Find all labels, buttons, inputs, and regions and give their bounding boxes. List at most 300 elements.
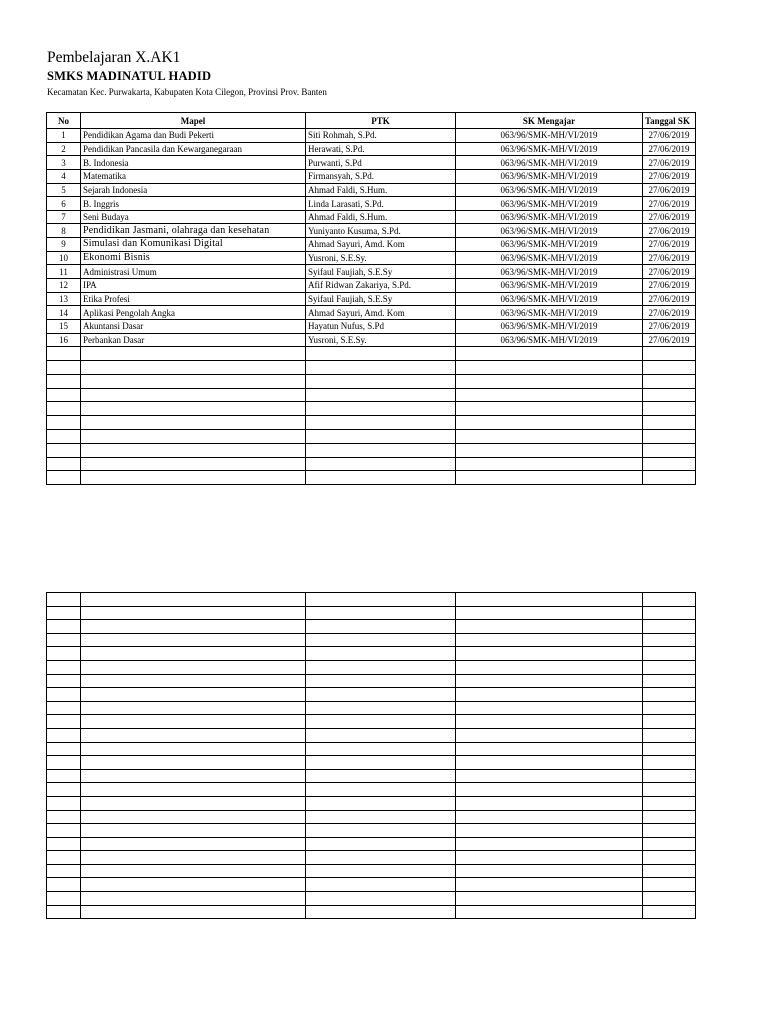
empty-cell	[456, 660, 643, 674]
empty-cell	[306, 905, 456, 919]
cell-no: 8	[47, 224, 81, 238]
empty-cell	[456, 837, 643, 851]
empty-cell	[306, 878, 456, 892]
cell-sk: 063/96/SMK-MH/VI/2019	[456, 183, 643, 197]
empty-cell	[456, 728, 643, 742]
table-row	[47, 251, 696, 265]
empty-cell	[643, 851, 696, 865]
empty-cell	[643, 783, 696, 797]
cell-ptk: Siti Rohmah, S.Pd.	[306, 129, 456, 143]
empty-cell	[81, 851, 306, 865]
empty-cell	[306, 783, 456, 797]
empty-cell	[456, 824, 643, 838]
empty-cell	[81, 796, 306, 810]
cell-no: 6	[47, 197, 81, 211]
empty-cell	[643, 810, 696, 824]
empty-row	[47, 443, 696, 457]
cell-mapel: Ekonomi Bisnis	[81, 251, 306, 265]
cell-tanggal: 27/06/2019	[643, 129, 696, 143]
empty-cell	[643, 837, 696, 851]
empty-cell	[643, 633, 696, 647]
empty-cell	[47, 756, 81, 770]
cell-ptk: Herawati, S.Pd.	[306, 142, 456, 156]
empty-cell	[643, 892, 696, 906]
cell-sk: 063/96/SMK-MH/VI/2019	[456, 265, 643, 279]
cell-no: 14	[47, 306, 81, 320]
empty-cell	[47, 892, 81, 906]
empty-cell	[47, 647, 81, 661]
empty-cell	[47, 593, 81, 607]
cell-tanggal: 27/06/2019	[643, 197, 696, 211]
empty-cell	[456, 892, 643, 906]
cell-mapel: Etika Profesi	[81, 292, 306, 306]
empty-row	[47, 688, 696, 702]
empty-row	[47, 457, 696, 471]
table-row	[47, 279, 696, 293]
empty-cell	[81, 606, 306, 620]
cell-sk: 063/96/SMK-MH/VI/2019	[456, 279, 643, 293]
col-header-mapel: Mapel	[81, 113, 306, 129]
empty-row	[47, 851, 696, 865]
empty-cell	[81, 783, 306, 797]
empty-cell	[306, 388, 456, 402]
empty-cell	[47, 633, 81, 647]
empty-cell	[306, 728, 456, 742]
table-row	[47, 169, 696, 183]
empty-cell	[456, 756, 643, 770]
empty-cell	[306, 620, 456, 634]
cell-tanggal: 27/06/2019	[643, 183, 696, 197]
empty-cell	[81, 715, 306, 729]
empty-cell	[81, 443, 306, 457]
empty-cell	[47, 851, 81, 865]
empty-row	[47, 715, 696, 729]
empty-cell	[47, 416, 81, 430]
empty-cell	[643, 361, 696, 375]
empty-cell	[456, 701, 643, 715]
empty-cell	[81, 361, 306, 375]
cell-ptk: Yuniyanto Kusuma, S.Pd.	[306, 224, 456, 238]
empty-cell	[81, 633, 306, 647]
empty-row	[47, 593, 696, 607]
empty-row	[47, 769, 696, 783]
empty-cell	[456, 742, 643, 756]
empty-cell	[306, 457, 456, 471]
empty-cell	[81, 688, 306, 702]
empty-cell	[456, 688, 643, 702]
empty-cell	[81, 878, 306, 892]
table-row	[47, 142, 696, 156]
col-header-tanggal: Tanggal SK	[643, 113, 696, 129]
col-header-no: No	[47, 113, 81, 129]
empty-cell	[47, 769, 81, 783]
empty-row	[47, 647, 696, 661]
empty-cell	[456, 593, 643, 607]
cell-mapel: Administrasi Umum	[81, 265, 306, 279]
cell-ptk: Yusroni, S.E.Sy.	[306, 333, 456, 347]
empty-row	[47, 402, 696, 416]
empty-cell	[81, 892, 306, 906]
table-row	[47, 224, 696, 238]
empty-cell	[456, 796, 643, 810]
col-header-sk: SK Mengajar	[456, 113, 643, 129]
empty-row	[47, 347, 696, 361]
table-row	[47, 129, 696, 143]
empty-cell	[456, 388, 643, 402]
empty-cell	[456, 878, 643, 892]
empty-cell	[643, 620, 696, 634]
empty-cell	[81, 864, 306, 878]
cell-ptk: Syifaul Faujiah, S.E.Sy	[306, 292, 456, 306]
table-row	[47, 238, 696, 252]
empty-cell	[643, 593, 696, 607]
empty-cell	[81, 374, 306, 388]
empty-cell	[643, 742, 696, 756]
empty-cell	[47, 660, 81, 674]
empty-row	[47, 810, 696, 824]
empty-cell	[47, 810, 81, 824]
cell-mapel: Seni Budaya	[81, 210, 306, 224]
cell-sk: 063/96/SMK-MH/VI/2019	[456, 306, 643, 320]
cell-tanggal: 27/06/2019	[643, 251, 696, 265]
cell-mapel: Pendidikan Jasmani, olahraga dan kesehatan	[81, 224, 306, 238]
empty-cell	[306, 824, 456, 838]
cell-sk: 063/96/SMK-MH/VI/2019	[456, 156, 643, 170]
table-row	[47, 292, 696, 306]
empty-cell	[306, 810, 456, 824]
empty-cell	[81, 701, 306, 715]
empty-row	[47, 471, 696, 485]
empty-cell	[81, 810, 306, 824]
empty-cell	[643, 647, 696, 661]
empty-cell	[81, 742, 306, 756]
empty-cell	[81, 647, 306, 661]
empty-cell	[456, 361, 643, 375]
empty-cell	[306, 688, 456, 702]
empty-cell	[306, 471, 456, 485]
cell-mapel: Aplikasi Pengolah Angka	[81, 306, 306, 320]
empty-row	[47, 674, 696, 688]
empty-cell	[306, 715, 456, 729]
empty-row	[47, 633, 696, 647]
empty-cell	[643, 347, 696, 361]
empty-cell	[47, 824, 81, 838]
empty-cell	[81, 457, 306, 471]
cell-ptk: Ahmad Sayuri, Amd. Kom	[306, 306, 456, 320]
cell-tanggal: 27/06/2019	[643, 224, 696, 238]
empty-cell	[456, 864, 643, 878]
cell-mapel: B. Indonesia	[81, 156, 306, 170]
empty-cell	[47, 471, 81, 485]
cell-no: 2	[47, 142, 81, 156]
cell-tanggal: 27/06/2019	[643, 292, 696, 306]
empty-cell	[47, 347, 81, 361]
empty-cell	[643, 443, 696, 457]
cell-tanggal: 27/06/2019	[643, 142, 696, 156]
empty-cell	[643, 905, 696, 919]
cell-ptk: Linda Larasati, S.Pd.	[306, 197, 456, 211]
empty-cell	[306, 416, 456, 430]
empty-cell	[47, 742, 81, 756]
empty-cell	[643, 457, 696, 471]
empty-cell	[81, 824, 306, 838]
empty-row	[47, 606, 696, 620]
empty-cell	[47, 715, 81, 729]
empty-cell	[456, 606, 643, 620]
empty-cell	[306, 430, 456, 444]
empty-cell	[643, 796, 696, 810]
cell-no: 11	[47, 265, 81, 279]
cell-ptk: Afif Ridwan Zakariya, S.Pd.	[306, 279, 456, 293]
empty-cell	[456, 620, 643, 634]
empty-cell	[306, 756, 456, 770]
empty-cell	[47, 783, 81, 797]
empty-cell	[306, 864, 456, 878]
cell-ptk: Yusroni, S.E.Sy.	[306, 251, 456, 265]
cell-no: 13	[47, 292, 81, 306]
empty-cell	[306, 796, 456, 810]
empty-cell	[306, 660, 456, 674]
cell-ptk: Hayatun Nufus, S.Pd	[306, 319, 456, 333]
empty-row	[47, 878, 696, 892]
empty-row	[47, 837, 696, 851]
page-title: Pembelajaran X.AK1	[47, 49, 181, 66]
empty-cell	[306, 674, 456, 688]
cell-sk: 063/96/SMK-MH/VI/2019	[456, 333, 643, 347]
cell-tanggal: 27/06/2019	[643, 279, 696, 293]
cell-mapel: IPA	[81, 279, 306, 293]
empty-cell	[306, 769, 456, 783]
cell-mapel: Simulasi dan Komunikasi Digital	[81, 238, 306, 252]
empty-cell	[456, 647, 643, 661]
cell-no: 3	[47, 156, 81, 170]
empty-row	[47, 374, 696, 388]
table-row	[47, 265, 696, 279]
empty-row	[47, 756, 696, 770]
empty-cell	[643, 402, 696, 416]
cell-no: 15	[47, 319, 81, 333]
empty-row	[47, 430, 696, 444]
cell-tanggal: 27/06/2019	[643, 333, 696, 347]
empty-row	[47, 783, 696, 797]
empty-cell	[81, 416, 306, 430]
empty-cell	[643, 864, 696, 878]
empty-cell	[47, 905, 81, 919]
empty-cell	[47, 728, 81, 742]
cell-ptk: Firmansyah, S.Pd.	[306, 169, 456, 183]
empty-cell	[81, 620, 306, 634]
empty-row	[47, 864, 696, 878]
empty-cell	[643, 824, 696, 838]
table-row	[47, 183, 696, 197]
cell-mapel: Pendidikan Agama dan Budi Pekerti	[81, 129, 306, 143]
empty-cell	[47, 374, 81, 388]
cell-sk: 063/96/SMK-MH/VI/2019	[456, 224, 643, 238]
col-header-ptk: PTK	[306, 113, 456, 129]
cell-mapel: Perbankan Dasar	[81, 333, 306, 347]
table-row	[47, 319, 696, 333]
empty-cell	[643, 660, 696, 674]
subject-table	[46, 112, 696, 485]
empty-cell	[306, 374, 456, 388]
cell-tanggal: 27/06/2019	[643, 238, 696, 252]
empty-cell	[81, 769, 306, 783]
empty-cell	[47, 796, 81, 810]
empty-cell	[643, 416, 696, 430]
empty-cell	[306, 892, 456, 906]
empty-row	[47, 620, 696, 634]
cell-tanggal: 27/06/2019	[643, 265, 696, 279]
empty-cell	[306, 837, 456, 851]
empty-cell	[47, 878, 81, 892]
empty-cell	[47, 457, 81, 471]
empty-cell	[81, 837, 306, 851]
empty-row	[47, 701, 696, 715]
empty-cell	[456, 769, 643, 783]
empty-cell	[643, 374, 696, 388]
empty-cell	[456, 851, 643, 865]
empty-cell	[306, 742, 456, 756]
empty-cell	[456, 430, 643, 444]
cell-no: 5	[47, 183, 81, 197]
empty-cell	[81, 471, 306, 485]
empty-cell	[456, 347, 643, 361]
cell-no: 9	[47, 238, 81, 252]
empty-row	[47, 388, 696, 402]
empty-cell	[306, 633, 456, 647]
cell-sk: 063/96/SMK-MH/VI/2019	[456, 142, 643, 156]
cell-tanggal: 27/06/2019	[643, 210, 696, 224]
empty-cell	[456, 443, 643, 457]
empty-row	[47, 742, 696, 756]
empty-cell	[456, 416, 643, 430]
cell-no: 16	[47, 333, 81, 347]
cell-tanggal: 27/06/2019	[643, 319, 696, 333]
table-row	[47, 197, 696, 211]
cell-mapel: Sejarah Indonesia	[81, 183, 306, 197]
empty-row	[47, 728, 696, 742]
empty-cell	[306, 701, 456, 715]
empty-cell	[643, 674, 696, 688]
cell-ptk: Syifaul Faujiah, S.E.Sy	[306, 265, 456, 279]
cell-no: 12	[47, 279, 81, 293]
empty-cell	[47, 443, 81, 457]
empty-cell	[47, 701, 81, 715]
empty-cell	[456, 374, 643, 388]
empty-cell	[643, 471, 696, 485]
empty-row	[47, 796, 696, 810]
empty-cell	[47, 402, 81, 416]
empty-cell	[81, 674, 306, 688]
table-row	[47, 306, 696, 320]
empty-table	[46, 592, 696, 919]
cell-sk: 063/96/SMK-MH/VI/2019	[456, 251, 643, 265]
empty-row	[47, 361, 696, 375]
empty-row	[47, 892, 696, 906]
empty-cell	[81, 660, 306, 674]
empty-cell	[47, 361, 81, 375]
empty-cell	[456, 783, 643, 797]
cell-no: 10	[47, 251, 81, 265]
empty-cell	[47, 674, 81, 688]
empty-cell	[81, 430, 306, 444]
cell-tanggal: 27/06/2019	[643, 306, 696, 320]
cell-sk: 063/96/SMK-MH/VI/2019	[456, 319, 643, 333]
empty-row	[47, 416, 696, 430]
cell-sk: 063/96/SMK-MH/VI/2019	[456, 292, 643, 306]
table-header-row	[47, 113, 696, 129]
cell-sk: 063/96/SMK-MH/VI/2019	[456, 129, 643, 143]
empty-cell	[81, 756, 306, 770]
empty-cell	[306, 606, 456, 620]
cell-sk: 063/96/SMK-MH/VI/2019	[456, 238, 643, 252]
empty-cell	[643, 878, 696, 892]
empty-cell	[643, 715, 696, 729]
empty-cell	[643, 606, 696, 620]
empty-cell	[456, 471, 643, 485]
empty-cell	[643, 728, 696, 742]
cell-mapel: Pendidikan Pancasila dan Kewarganegaraan	[81, 142, 306, 156]
cell-mapel: Akuntansi Dasar	[81, 319, 306, 333]
cell-no: 4	[47, 169, 81, 183]
cell-sk: 063/96/SMK-MH/VI/2019	[456, 169, 643, 183]
empty-cell	[456, 674, 643, 688]
cell-ptk: Ahmad Faldi, S.Hum.	[306, 210, 456, 224]
empty-cell	[643, 769, 696, 783]
cell-no: 7	[47, 210, 81, 224]
empty-cell	[456, 457, 643, 471]
cell-ptk: Purwanti, S.Pd	[306, 156, 456, 170]
cell-ptk: Ahmad Faldi, S.Hum.	[306, 183, 456, 197]
empty-cell	[47, 606, 81, 620]
empty-cell	[643, 388, 696, 402]
empty-cell	[81, 905, 306, 919]
table-row	[47, 156, 696, 170]
empty-cell	[456, 715, 643, 729]
empty-cell	[47, 864, 81, 878]
empty-cell	[47, 430, 81, 444]
school-address: Kecamatan Kec. Purwakarta, Kabupaten Kota Cilegon, Provinsi Prov. Banten	[47, 87, 327, 97]
empty-cell	[81, 728, 306, 742]
empty-cell	[81, 402, 306, 416]
cell-sk: 063/96/SMK-MH/VI/2019	[456, 197, 643, 211]
school-name: SMKS MADINATUL HADID	[47, 69, 212, 83]
empty-cell	[456, 633, 643, 647]
empty-cell	[456, 402, 643, 416]
empty-cell	[456, 810, 643, 824]
cell-sk: 063/96/SMK-MH/VI/2019	[456, 210, 643, 224]
empty-cell	[306, 593, 456, 607]
cell-mapel: B. Inggris	[81, 197, 306, 211]
empty-cell	[47, 388, 81, 402]
empty-cell	[306, 361, 456, 375]
empty-cell	[643, 430, 696, 444]
empty-cell	[643, 756, 696, 770]
empty-cell	[47, 837, 81, 851]
empty-cell	[47, 620, 81, 634]
empty-cell	[47, 688, 81, 702]
empty-cell	[456, 905, 643, 919]
empty-cell	[643, 688, 696, 702]
cell-tanggal: 27/06/2019	[643, 156, 696, 170]
empty-cell	[306, 851, 456, 865]
cell-tanggal: 27/06/2019	[643, 169, 696, 183]
cell-no: 1	[47, 129, 81, 143]
empty-cell	[81, 593, 306, 607]
table-row	[47, 333, 696, 347]
empty-cell	[306, 402, 456, 416]
empty-cell	[81, 388, 306, 402]
